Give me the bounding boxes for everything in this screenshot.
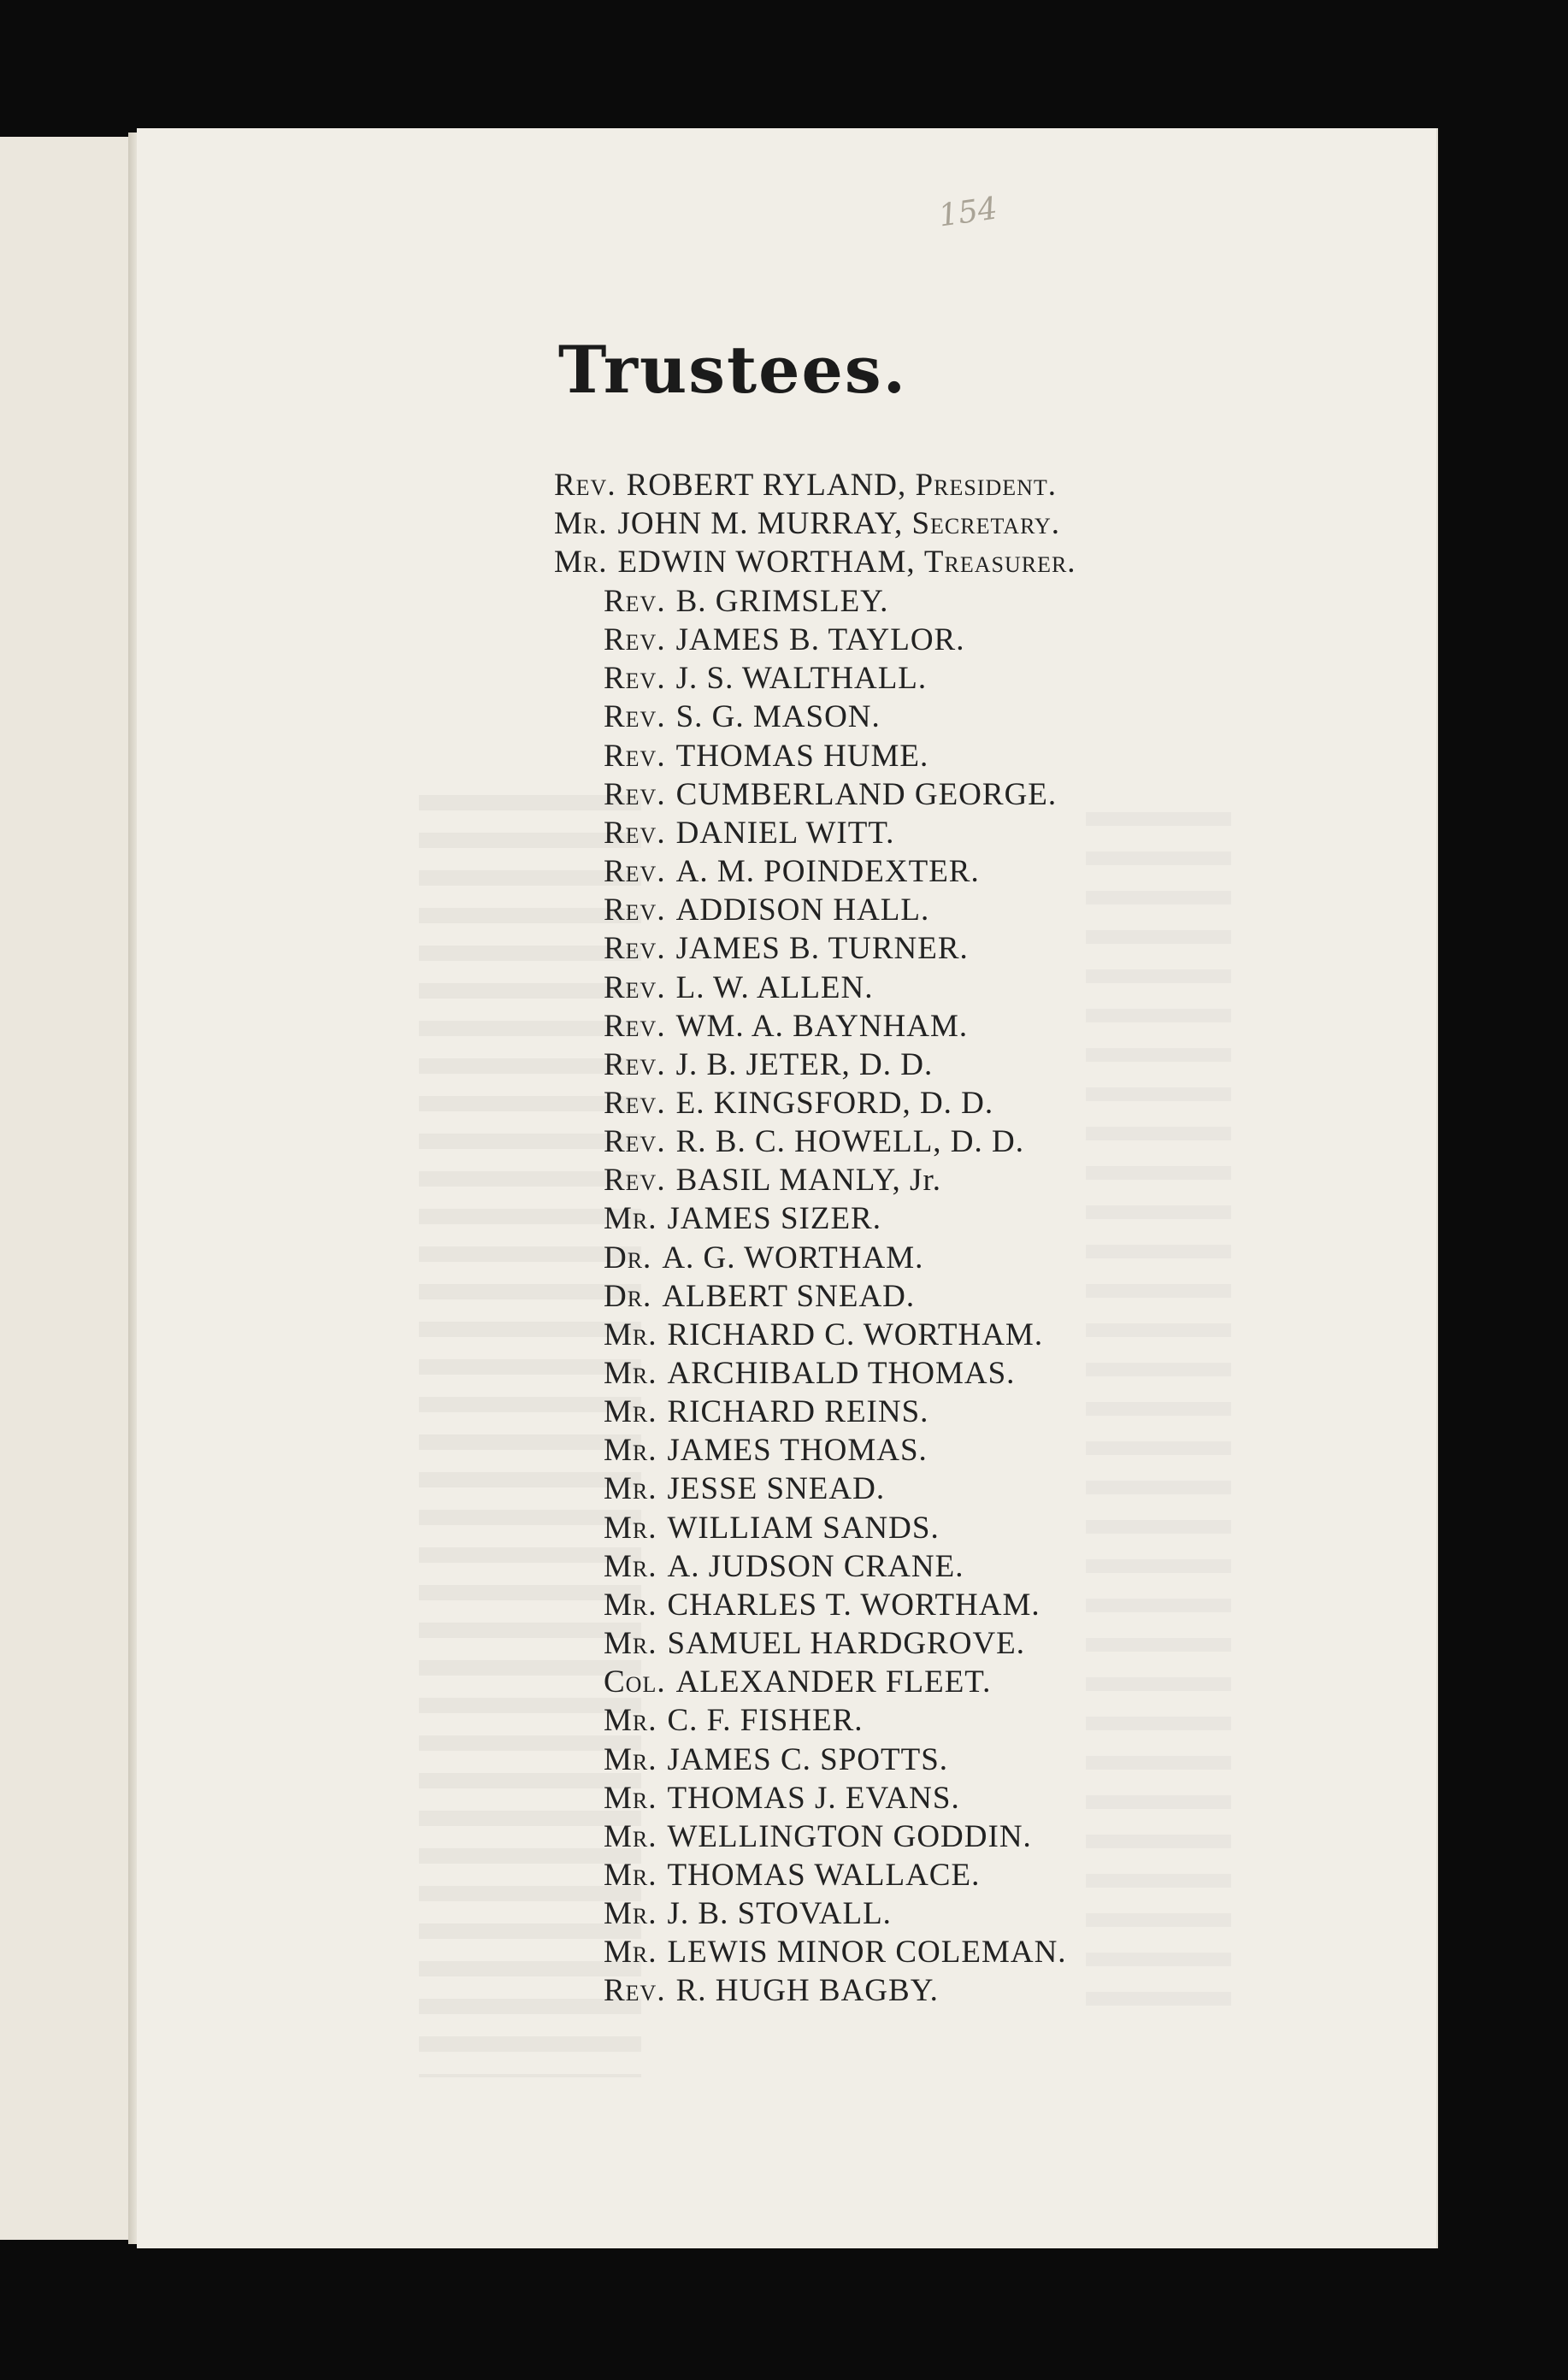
honorific: Rev. [604, 1124, 666, 1160]
trustee-name: JAMES THOMAS. [667, 1433, 928, 1469]
trustee-entry [604, 932, 969, 966]
trustee-entry [604, 971, 874, 1005]
honorific: Rev. [554, 468, 616, 503]
trustee-name: JAMES C. SPOTTS. [667, 1741, 949, 1777]
trustee-name: THOMAS J. EVANS. [667, 1780, 960, 1816]
trustee-entry [604, 1241, 923, 1275]
trustee-entry [604, 1782, 960, 1816]
honorific: Mr. [604, 1394, 657, 1430]
trustee-name: E. KINGSFORD, D. D. [675, 1085, 994, 1121]
trustee-name: JESSE SNEAD. [667, 1471, 886, 1507]
honorific: Mr. [604, 1587, 657, 1623]
trustee-entry [604, 1897, 892, 1931]
trustee-entry [604, 1859, 980, 1893]
trustee-entry [604, 1318, 1043, 1352]
trustee-name: JAMES B. TAYLOR. [675, 622, 965, 658]
trustee-name: WELLINGTON GODDIN. [667, 1818, 1032, 1854]
honorific: Mr. [604, 1317, 657, 1352]
trustee-entry [604, 816, 894, 851]
trustee-name: R. HUGH BAGBY. [675, 1973, 939, 2009]
honorific: Col. [604, 1664, 666, 1700]
trustee-entry [604, 1087, 993, 1121]
trustee-name: DANIEL WITT. [675, 815, 895, 851]
honorific: Mr. [604, 1935, 657, 1971]
office-title: President. [915, 468, 1058, 503]
trustee-entry [604, 700, 881, 734]
officer-entry [554, 545, 1076, 580]
trustee-name: ARCHIBALD THOMAS. [667, 1356, 1016, 1391]
honorific: Rev. [604, 1008, 666, 1044]
trustee-name: SAMUEL HARDGROVE. [667, 1626, 1026, 1662]
trustee-name: ROBERT RYLAND, [626, 468, 907, 503]
trustee-name: L. W. ALLEN. [675, 969, 874, 1005]
trustee-entry [604, 1704, 864, 1738]
honorific: Rev. [604, 584, 666, 619]
trustee-entry [604, 1434, 928, 1468]
honorific: Mr. [604, 1471, 657, 1507]
honorific: Mr. [604, 1201, 657, 1237]
honorific: Rev. [604, 815, 666, 851]
trustee-name: WILLIAM SANDS. [667, 1510, 940, 1546]
honorific: Rev. [604, 699, 666, 735]
trustee-name: JAMES B. TURNER. [675, 931, 969, 967]
office-title: Secretary. [911, 506, 1061, 541]
trustee-name: CHARLES T. WORTHAM. [667, 1587, 1040, 1623]
trustee-name: J. S. WALTHALL. [675, 661, 928, 697]
honorific: Rev. [604, 1973, 666, 2009]
honorific: Mr. [604, 1780, 657, 1816]
trustee-name: J. B. JETER, D. D. [675, 1046, 934, 1082]
trustee-name: JAMES SIZER. [667, 1201, 881, 1237]
trustee-entry [604, 1588, 1040, 1623]
trustee-name: C. F. FISHER. [667, 1703, 864, 1739]
page-title: Trustees. [557, 332, 908, 408]
honorific: Mr. [604, 1510, 657, 1546]
trustee-entry [604, 1511, 940, 1546]
pencil-page-note: 154 [936, 191, 1000, 234]
trustee-name: WM. A. BAYNHAM. [675, 1008, 969, 1044]
trustee-name: B. GRIMSLEY. [675, 584, 889, 619]
trustee-name: THOMAS WALLACE. [667, 1857, 981, 1893]
honorific: Rev. [604, 969, 666, 1005]
trustee-name: THOMAS HUME. [675, 738, 929, 774]
trustee-name: ADDISON HALL. [675, 892, 930, 928]
honorific: Rev. [604, 854, 666, 890]
trustee-name: ALBERT SNEAD. [662, 1278, 916, 1314]
trustee-entry [604, 1202, 881, 1236]
trustee-name: CUMBERLAND GEORGE. [675, 776, 1058, 812]
trustee-name: EDWIN WORTHAM, [617, 545, 916, 580]
honorific: Rev. [604, 622, 666, 658]
trustee-entry [604, 1665, 991, 1700]
honorific: Mr. [604, 1626, 657, 1662]
trustee-entry [604, 1974, 939, 2008]
trustee-entry [604, 1125, 1024, 1159]
trustee-name: JOHN M. MURRAY, [617, 506, 904, 541]
trustee-name: A. JUDSON CRANE. [667, 1548, 964, 1584]
trustee-entry [604, 1357, 1015, 1391]
trustee-entry [604, 662, 927, 696]
trustee-name: LEWIS MINOR COLEMAN. [667, 1935, 1067, 1971]
trustee-entry [604, 1743, 948, 1777]
trustee-entry [604, 1472, 885, 1506]
honorific: Mr. [554, 545, 608, 580]
trustee-name: S. G. MASON. [675, 699, 881, 735]
trustee-entry [604, 623, 964, 657]
trustee-name: A. G. WORTHAM. [662, 1240, 924, 1275]
trustee-name: BASIL MANLY, Jr. [675, 1163, 941, 1199]
trustee-entry [604, 1550, 964, 1584]
trustee-name: R. B. C. HOWELL, D. D. [675, 1124, 1024, 1160]
trustee-entry [604, 1048, 933, 1082]
honorific: Rev. [604, 776, 666, 812]
trustee-name: ALEXANDER FLEET. [675, 1664, 992, 1700]
trustee-name: RICHARD REINS. [667, 1394, 929, 1430]
trustee-entry [604, 585, 888, 619]
trustee-entry [604, 1395, 928, 1429]
honorific: Rev. [604, 1085, 666, 1121]
trustee-entry [604, 855, 980, 889]
honorific: Rev. [604, 931, 666, 967]
officer-entry [554, 507, 1060, 541]
honorific: Rev. [604, 738, 666, 774]
honorific: Mr. [604, 1857, 657, 1893]
honorific: Mr. [604, 1356, 657, 1391]
honorific: Mr. [604, 1818, 657, 1854]
trustee-entry [604, 778, 1057, 812]
honorific: Rev. [604, 1163, 666, 1199]
trustee-name: A. M. POINDEXTER. [675, 854, 980, 890]
honorific: Mr. [604, 1433, 657, 1469]
trustee-entry [604, 1820, 1032, 1854]
honorific: Mr. [604, 1896, 657, 1932]
honorific: Dr. [604, 1240, 652, 1275]
honorific: Rev. [604, 892, 666, 928]
honorific: Rev. [604, 1046, 666, 1082]
trustee-name: J. B. STOVALL. [667, 1896, 892, 1932]
trustee-entry [604, 1935, 1067, 1970]
honorific: Mr. [554, 506, 608, 541]
honorific: Rev. [604, 661, 666, 697]
office-title: Treasurer. [923, 545, 1076, 580]
trustee-entry [604, 1163, 941, 1198]
honorific: Mr. [604, 1741, 657, 1777]
trustee-entry [604, 1627, 1025, 1661]
honorific: Dr. [604, 1278, 652, 1314]
trustee-entry [604, 1010, 968, 1044]
officer-entry [554, 468, 1057, 503]
trustee-name: RICHARD C. WORTHAM. [667, 1317, 1044, 1352]
trustee-entry [604, 739, 928, 774]
honorific: Mr. [604, 1548, 657, 1584]
trustee-entry [604, 1280, 915, 1314]
trustee-entry [604, 893, 929, 928]
honorific: Mr. [604, 1703, 657, 1739]
